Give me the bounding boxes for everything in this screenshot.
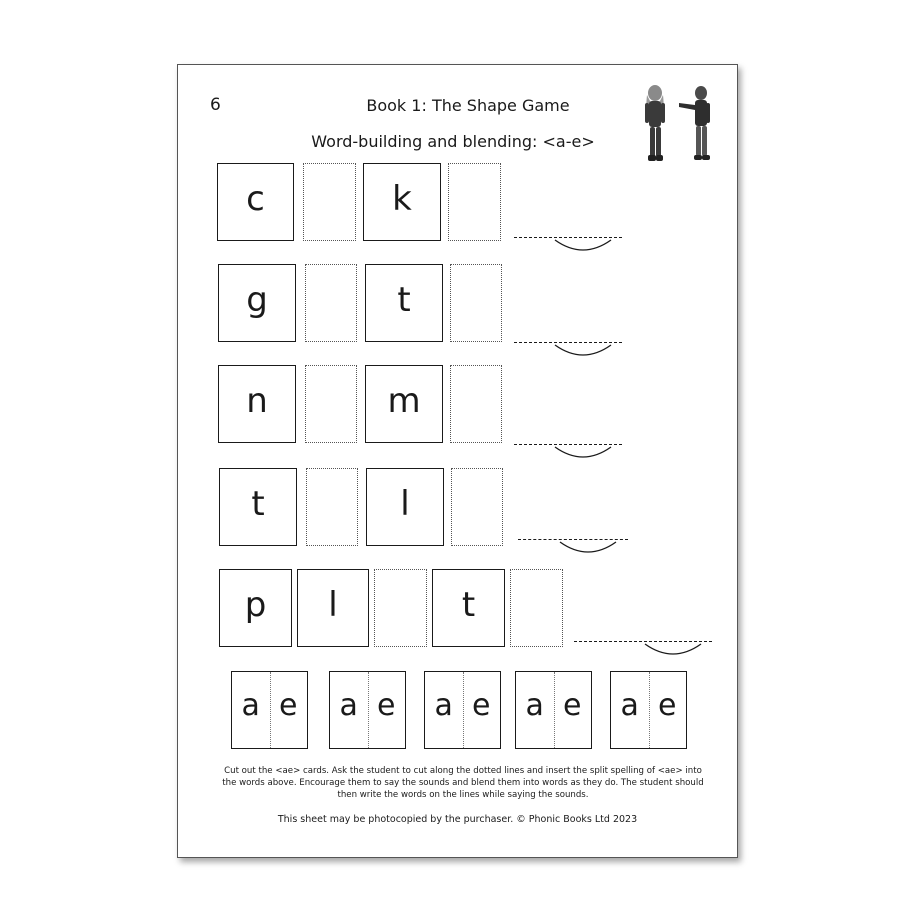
ae-card-letter-e: e <box>472 687 491 723</box>
letter-card: n <box>218 365 296 443</box>
blank-cut-card <box>450 365 502 443</box>
blank-cut-card <box>374 569 427 647</box>
blank-cut-card <box>448 163 501 241</box>
page-number: 6 <box>210 95 221 115</box>
copyright-footer: This sheet may be photocopied by the purchaser. © Phonic Books Ltd 2023 <box>277 814 638 825</box>
letter-card: c <box>217 163 294 241</box>
ae-card <box>515 671 592 749</box>
ae-card-letter-a: a <box>525 687 544 723</box>
ae-card-letter-a: a <box>339 687 358 723</box>
split-digraph-arc <box>643 642 703 658</box>
blank-cut-card <box>306 468 358 546</box>
blank-cut-card <box>303 163 356 241</box>
instructions-text: Cut out the <ae> cards. Ask the student to cut along the dotted lines and insert the split spelling of <ae> into the words above. Encourage them to say the sounds and blend them into words as they do. The student should then write the words on the lines while saying the sounds. <box>222 766 704 800</box>
ae-card-letter-a: a <box>620 687 639 723</box>
ae-card-letter-e: e <box>658 687 677 723</box>
letter-card: p <box>219 569 292 647</box>
letter-card: l <box>297 569 369 647</box>
page-title: Book 1: The Shape Game <box>366 96 570 115</box>
ae-card-letter-a: a <box>241 687 260 723</box>
letter-card: g <box>218 264 296 342</box>
blank-cut-card <box>451 468 503 546</box>
blank-cut-card <box>450 264 502 342</box>
ae-card-letter-e: e <box>563 687 582 723</box>
worksheet-page <box>177 64 738 858</box>
ae-card-letter-e: e <box>279 687 298 723</box>
split-digraph-arc <box>553 445 613 461</box>
ae-card <box>610 671 687 749</box>
page-subtitle: Word-building and blending: <a-e> <box>311 132 595 151</box>
blank-cut-card <box>305 365 357 443</box>
letter-card: m <box>365 365 443 443</box>
split-digraph-arc <box>553 343 613 359</box>
letter-card: t <box>219 468 297 546</box>
ae-card <box>329 671 406 749</box>
letter-card: t <box>365 264 443 342</box>
blank-cut-card <box>510 569 563 647</box>
ae-card <box>424 671 501 749</box>
split-digraph-arc <box>558 540 618 556</box>
two-characters-pointing-icon <box>633 83 723 165</box>
blank-cut-card <box>305 264 357 342</box>
letter-card: t <box>432 569 505 647</box>
letter-card: k <box>363 163 441 241</box>
letter-card: l <box>366 468 444 546</box>
ae-card-letter-a: a <box>434 687 453 723</box>
ae-card-letter-e: e <box>377 687 396 723</box>
ae-card <box>231 671 308 749</box>
split-digraph-arc <box>553 238 613 254</box>
